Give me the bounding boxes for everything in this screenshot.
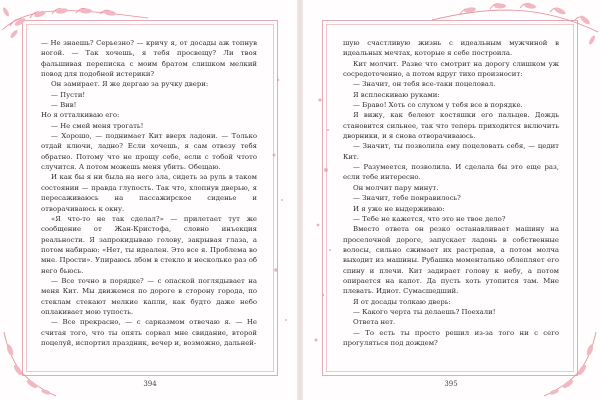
right-page-text [343, 38, 559, 348]
paragraph: — Не знаешь? Серьезно? — кричу я, от досады аж топнув ногой. — Так хочешь, я тебя просвещу? Ли твоя фальшивая переписка с моим братом слишком мелкий повод для подобной истерики? [41, 39, 257, 79]
paragraph: — То есть ты просто решил из-за того ни с сего прогуляться под дождем? [343, 328, 559, 347]
paragraph: Я вижу, как белеют костяшки его пальцев. Дождь становится сильнее, так что теперь приходится включить дворники, и я снова отворачиваюсь. [343, 111, 559, 141]
paragraph: — Вив! [51, 101, 77, 110]
paragraph: Ответа нет. [353, 318, 396, 327]
paragraph: Вместо ответа он резко останавливает машину на проселочной дороге, запускает ладонь в собственные волосы, сильно сжимает их растрепав, а потом молча выходит из машины. Рубашка моментально облепляет его спину и плечи. Кит задирает голову к небу, а потом опирается на капот. Да пусть хоть утопится там. Мне плевать. Идиот. Сумасшедший. [343, 225, 559, 296]
paragraph: — Тебе не кажется, что это не твое дело? [353, 214, 506, 223]
paragraph: — Хорошо, — поднимает Кит вверх ладони. — Только отдай ключи, ладно? Если хочешь, я сам отвезу тебя обратно. Потому что не прощу себе, если с тобой чтото случится. А потом можешь меня убить. Обещаю. [41, 132, 257, 172]
paragraph: — Все прекрасно, — с сарказмом отвечаю я. — Не считая того, что ты опять сорвал мне свидание, второй поцелуй, испортил праздник, вечер и, возможно, дальней- [41, 318, 257, 347]
paragraph: — Значит, ты позволила ему поцеловать себя, — цедит Кит. [343, 142, 559, 161]
paragraph: Но я отталкиваю его: [41, 111, 120, 120]
paragraph: «Я что-то не так сделал?» — прилетает тут же сообщение от Жан-Кристофа, словно инъекция реальности. Я запрокидываю голову, закрывая глаза, а потом набираю: «Нет, ты идеален. Это все я. Проблема во мне. Прости». Упираюсь лбом в стекло и несколько раз об него бьюсь. [41, 214, 257, 275]
paragraph: Он замирает. Я же дергаю за ручку двери: [51, 80, 209, 89]
left-page-text [41, 38, 257, 348]
floral-ornament-top-left [0, 0, 150, 40]
paragraph: — Значит, он тебя все-таки поцеловал. [353, 80, 496, 89]
paragraph: — Все точно в порядке? — с опаской поглядывает на меня Кит. Мы движемся по дороге в сторону города, по стеклам стекают мелкие капли, как будто даже небо оплакивает мою тупость. [41, 276, 257, 316]
paragraph: — Какого черта ты делаешь? Поехали! [353, 307, 496, 316]
paragraph: Кит молчит. Разве что смотрит на дорогу слишком уж сосредоточенно, а потом вдруг тихо произносит: [343, 59, 559, 79]
paragraph: — Не смей меня трогать! [51, 121, 144, 130]
page-number-left: 394 [143, 380, 157, 388]
paragraph: — Разумеется, позволила. И сделала бы это еще раз, если тебе интересно. [343, 163, 559, 182]
paragraph: шую счастливую жизнь с идеальным мужчиной в идеальных мечтах, которые я себе построила. [343, 39, 559, 58]
paragraph: И как бы я ни была на него зла, сидеть за руль в таком состоянии — правда глупость. Так что, хлопнув дверью, я пересаживаюсь на пассажирское сиденье и отворачиваюсь к окну. [41, 173, 257, 213]
paragraph: — Браво! Хоть со слухом у тебя все в порядке. [353, 101, 523, 110]
paragraph: — Пусти! [51, 90, 86, 99]
paragraph: И я уже не выдерживаю: [353, 204, 445, 213]
paragraph: Я всплескиваю руками: [353, 90, 440, 99]
splatter-decoration [268, 60, 338, 360]
page-number-right: 395 [444, 380, 458, 388]
paragraph: Он молчит пару минут. [353, 183, 439, 192]
paragraph: Я от досады толкаю дверь: [353, 297, 451, 306]
paragraph: — Значит, тебе понравилось? [353, 194, 461, 203]
